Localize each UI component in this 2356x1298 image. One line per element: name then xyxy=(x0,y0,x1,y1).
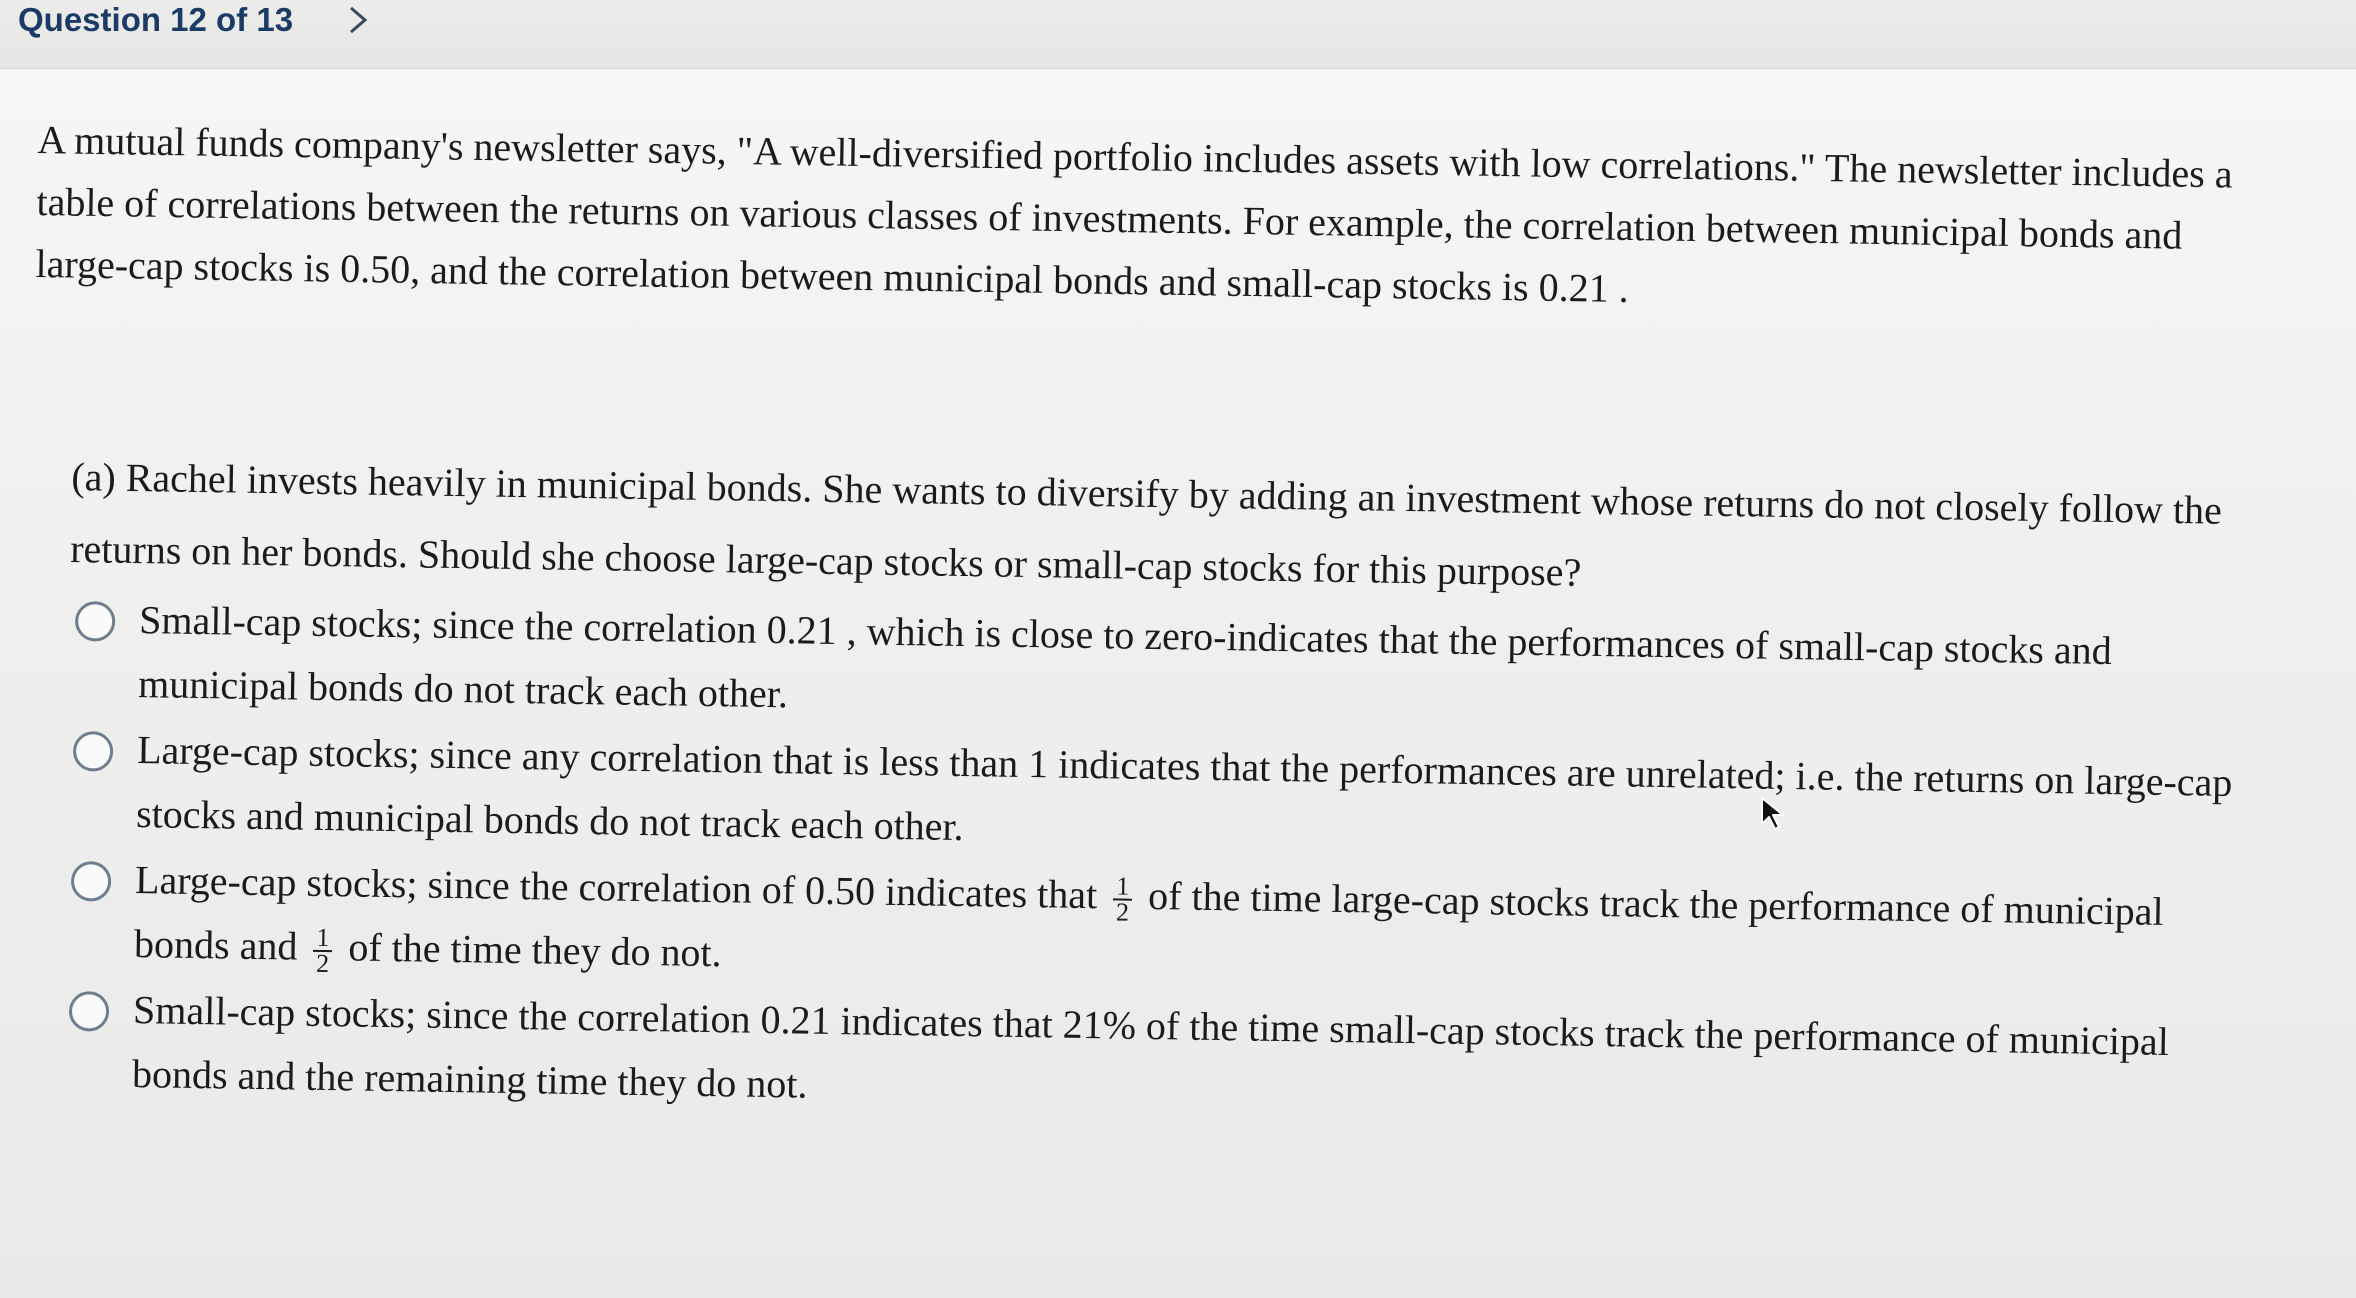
fraction-one-half xyxy=(313,922,333,978)
answer-option-2-text: Large-cap stocks; since any correlation that is less than 1 indicates that the performances are unrelated; i.e. the returns on large-cap stocks and municipal bonds do not track each other. xyxy=(135,727,2233,850)
fraction-numerator: 1 xyxy=(313,926,332,952)
part-a-prompt: (a) Rachel invests heavily in municipal bonds. She wants to diversify by adding an investment whose returns do not closely follow the returns on her bonds. Should she choose large-cap stocks or small-cap stocks for this purpose? xyxy=(69,453,2223,595)
fraction-one-half xyxy=(1113,871,1133,927)
question-stem: A mutual funds company's newsletter says, "A well-diversified portfolio includes assets with low correlations." The newsletter includes a table of correlations between the returns on various classes of investments. For example, the correlation between municipal bonds and large-cap stocks is 0.50, and the correlation between municipal bonds and small-cap stocks is 0.21 . xyxy=(35,116,2233,312)
mouse-pointer-icon xyxy=(1760,796,1786,832)
top-bar xyxy=(0,0,2356,68)
next-question-button[interactable] xyxy=(341,3,375,37)
question-navigation xyxy=(18,0,375,40)
answer-option-1-text: Small-cap stocks; since the correlation 0.21 , which is close to zero-indicates that the performances of small-cap stocks and municipal bonds do not track each other. xyxy=(137,597,2113,717)
fraction-denominator: 2 xyxy=(1115,897,1130,927)
radio-button-4[interactable] xyxy=(69,991,110,1032)
radio-button-3[interactable] xyxy=(71,861,112,902)
question-counter: Question 12 of 13 xyxy=(18,1,294,38)
answer-option-3-text-part1: Large-cap stocks; since the correlation of 0.50 indicates that xyxy=(134,857,1098,918)
answer-option-3-text-part3: of the time they do not. xyxy=(348,924,722,976)
answer-option-3-text-part2: of the time large-cap stocks track the performance of municipal bonds and xyxy=(133,872,2164,969)
radio-button-1[interactable] xyxy=(75,601,116,642)
answer-option-4-text: Small-cap stocks; since the correlation 0.21 indicates that 21% of the time small-cap stocks track the performance of municipal bonds and the remaining time they do not. xyxy=(131,987,2170,1107)
question-panel xyxy=(0,68,2356,1298)
part-a xyxy=(62,441,2272,1141)
radio-button-2[interactable] xyxy=(73,731,114,772)
fraction-denominator: 2 xyxy=(315,948,330,978)
chevron-right-icon xyxy=(347,5,369,35)
fraction-numerator: 1 xyxy=(1113,874,1132,900)
